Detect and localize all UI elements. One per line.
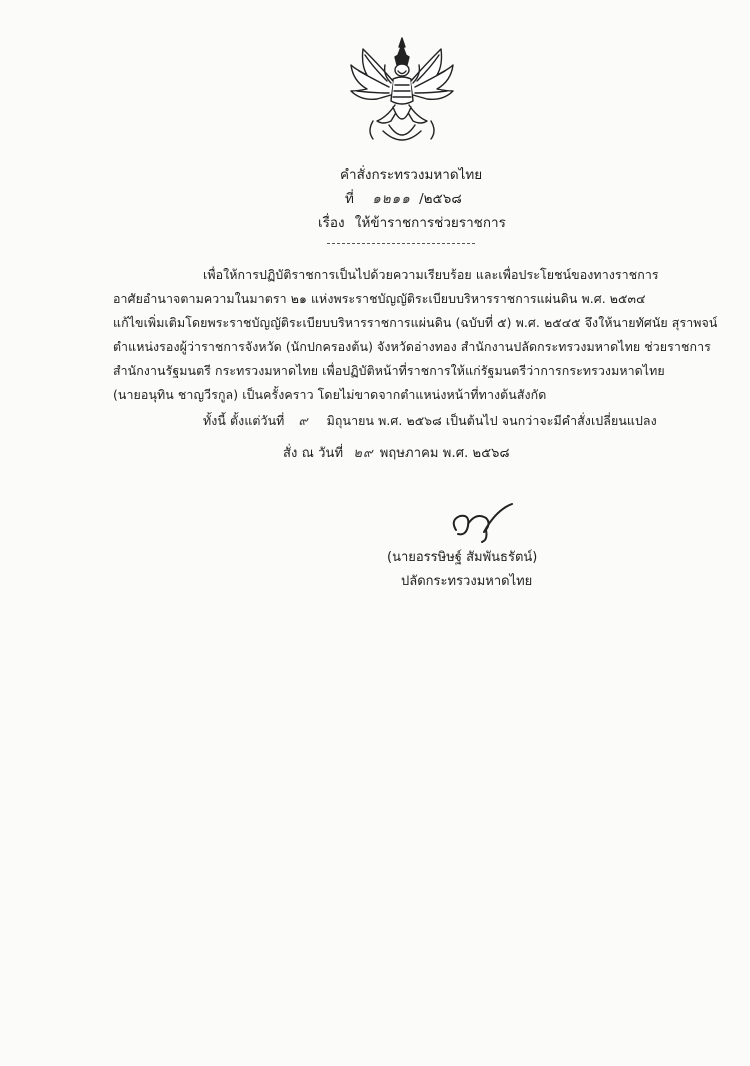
- effective-suffix: มิถุนายน พ.ศ. ๒๕๖๘ เป็นต้นไป จนกว่าจะมีคำสั่งเปลี่ยนแปลง: [326, 413, 657, 428]
- paragraph-line-6: (นายอนุทิน ชาญวีรกูล) เป็นครั้งคราว โดยไม่ขาดจากตำแหน่งหน้าที่ทางต้นสังกัด: [113, 387, 547, 402]
- ordered-prefix: สั่ง ณ วันที่: [283, 446, 344, 461]
- header-divider: [327, 243, 475, 244]
- signatory-position: ปลัดกระทรวงมหาดไทย: [401, 574, 533, 589]
- ordered-suffix: พฤษภาคม พ.ศ. ๒๕๖๘: [379, 446, 510, 461]
- paragraph-line-2: อาศัยอำนาจตามความในมาตรา ๒๑ แห่งพระราชบัญญัติระเบียบบริหารราชการแผ่นดิน พ.ศ. ๒๕๓๔: [113, 291, 646, 306]
- subject-line: [318, 214, 506, 232]
- effective-day-handwritten: ๙: [298, 413, 309, 428]
- subject-text: ให้ข้าราชการช่วยราชการ: [354, 215, 506, 231]
- paragraph-line-4: ตำแหน่งรองผู้ว่าราชการจังหวัด (นักปกครองต้น) จังหวัดอ่างทอง สำนักงานปลัดกระทรวงมหาดไทย ช่วยราชการ: [113, 339, 711, 354]
- garuda-emblem-icon: [343, 35, 461, 150]
- order-number-prefix: ที่: [345, 191, 354, 207]
- ordered-day-handwritten: ๒๙: [353, 446, 374, 461]
- order-number-line: [345, 190, 462, 208]
- paragraph-line-5: สำนักงานรัฐมนตรี กระทรวงมหาดไทย เพื่อปฏิบัติหน้าที่ราชการให้แก่รัฐมนตรีว่าการกระทรวงมหาดไทย: [113, 363, 665, 378]
- paragraph-line-1: เพื่อให้การปฏิบัติราชการเป็นไปด้วยความเรียบร้อย และเพื่อประโยชน์ของทางราชการ: [203, 267, 659, 282]
- effective-date-line: [203, 413, 657, 429]
- order-title: คำสั่งกระทรวงมหาดไทย: [340, 167, 483, 183]
- ordered-date-line: [283, 446, 510, 462]
- order-number-suffix: /๒๕๖๘: [419, 191, 462, 207]
- effective-prefix: ทั้งนี้ ตั้งแต่วันที่: [203, 413, 285, 428]
- signatory-name: (นายอรรษิษฐ์ สัมพันธรัตน์): [387, 550, 538, 565]
- paragraph-line-3: แก้ไขเพิ่มเติมโดยพระราชบัญญัติระเบียบบริหารราชการแผ่นดิน (ฉบับที่ ๕) พ.ศ. ๒๕๔๕ จึงให้นายทัศนัย สุราพจน์: [113, 315, 718, 330]
- handwritten-signature: [446, 500, 526, 546]
- subject-label: เรื่อง: [318, 215, 345, 231]
- order-number-handwritten: ๑๒๑๑: [372, 191, 411, 207]
